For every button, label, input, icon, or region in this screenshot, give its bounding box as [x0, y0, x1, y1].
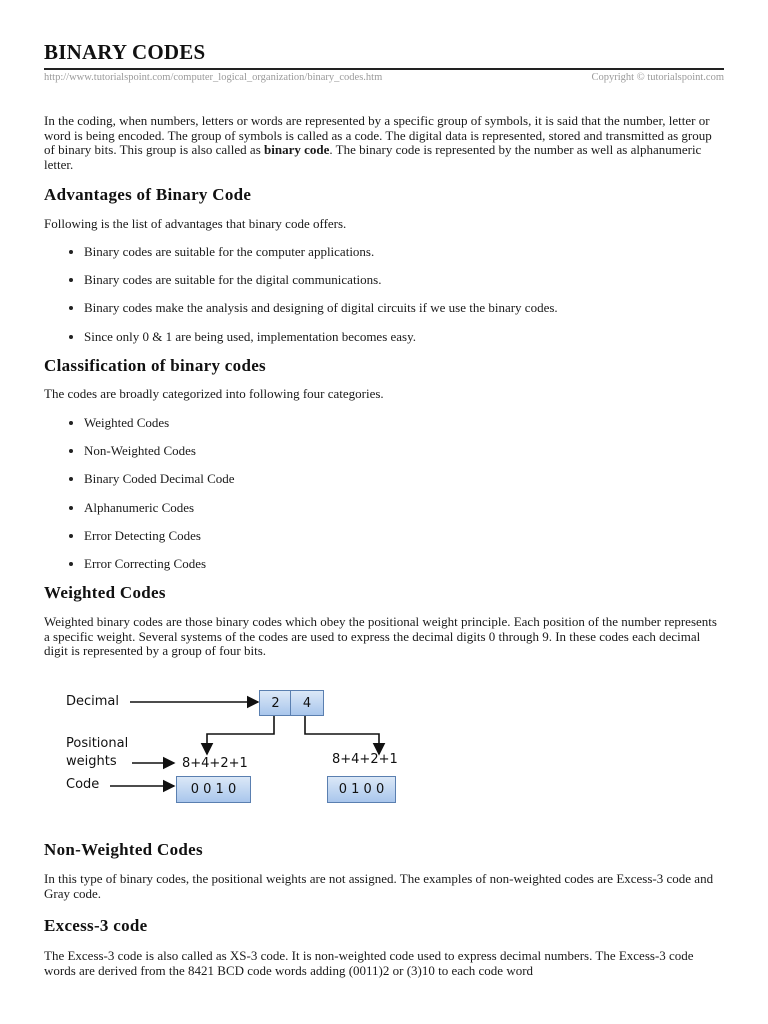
list-item-text: Binary Coded Decimal Code	[84, 471, 235, 487]
digit-1-arrow	[207, 714, 274, 754]
non-weighted-paragraph: In this type of binary codes, the positional weights are not assigned. The examples of non-weighted codes are Excess-3 code and Gray code.	[44, 871, 714, 901]
list-item	[44, 500, 724, 528]
excess3-heading: Excess-3 code	[44, 916, 148, 935]
classification-list	[44, 415, 724, 584]
digit-box-1: 2	[259, 690, 292, 716]
digit-box-2: 4	[290, 690, 324, 716]
list-item	[44, 415, 724, 443]
list-item	[44, 244, 724, 272]
weights-text-2: 8+4+2+1	[332, 752, 398, 767]
intro-text-2: . The binary code is represented by the number as well as alphanumeric letter.	[44, 142, 702, 172]
classification-lead: The codes are broadly categorized into following four categories.	[44, 386, 384, 401]
source-url[interactable]: http://www.tutorialspoint.com/computer_logical_organization/binary_codes.htm	[44, 72, 383, 83]
code-label: Code	[66, 777, 100, 792]
bullet-icon	[69, 278, 73, 282]
list-item-text: Error Detecting Codes	[84, 527, 201, 543]
weighted-code-diagram	[62, 684, 422, 814]
decimal-label: Decimal	[66, 694, 120, 709]
non-weighted-heading: Non-Weighted Codes	[44, 840, 203, 859]
list-item-text: Binary codes are suitable for the computer applications.	[84, 244, 375, 259]
code-box-1: 0 0 1 0	[176, 776, 251, 803]
digit-2-arrow	[305, 714, 379, 754]
copyright-notice: Copyright © tutorialspoint.com	[591, 72, 724, 83]
bullet-icon	[69, 250, 73, 254]
weights-text-1: 8+4+2+1	[182, 756, 248, 771]
advantages-heading: Advantages of Binary Code	[44, 185, 252, 204]
list-item-text: Alphanumeric Codes	[84, 499, 195, 515]
list-item	[44, 528, 724, 556]
list-item	[44, 443, 724, 471]
bullet-icon	[69, 506, 73, 510]
bullet-icon	[69, 449, 73, 453]
list-item	[44, 300, 724, 328]
positional-label: Positional	[66, 736, 129, 751]
list-item-text: Non-Weighted Codes	[84, 443, 196, 459]
list-item-text: Since only 0 & 1 are being used, implementation becomes easy.	[84, 328, 417, 344]
list-item-text: Error Correcting Codes	[84, 555, 207, 571]
source-line	[44, 72, 724, 83]
list-item-text: Binary codes are suitable for the digital communications.	[84, 272, 382, 288]
list-item	[44, 272, 724, 300]
classification-heading: Classification of binary codes	[44, 356, 266, 375]
intro-bold-term: binary code	[264, 142, 330, 157]
weighted-paragraph: Weighted binary codes are those binary codes which obey the positional weight principle. Each position of the number represents a specific weight. Several systems of the codes are used to express the decimal digits 0 through 9. In these codes each decimal digit is represented by a group of four bits.	[44, 614, 717, 658]
weights-label: weights	[66, 754, 117, 769]
excess3-paragraph: The Excess-3 code is also called as XS-3 code. It is non-weighted code used to express decimal numbers. The Excess-3 code words are derived from the 8421 BCD code words adding (0011)2 or (3)10 to each code word	[44, 948, 694, 978]
list-item	[44, 329, 724, 357]
weighted-heading: Weighted Codes	[44, 583, 166, 602]
list-item-text: Weighted Codes	[84, 415, 170, 430]
bullet-icon	[69, 421, 73, 425]
bullet-icon	[69, 335, 73, 339]
advantages-lead: Following is the list of advantages that binary code offers.	[44, 216, 347, 231]
list-item-text: Binary codes make the analysis and designing of digital circuits if we use the binary codes.	[84, 300, 558, 316]
code-box-2: 0 1 0 0	[327, 776, 396, 803]
list-item	[44, 556, 724, 584]
bullet-icon	[69, 562, 73, 566]
bullet-icon	[69, 306, 73, 310]
intro-paragraph	[44, 114, 724, 172]
title-divider	[44, 68, 724, 70]
page-title: BINARY CODES	[44, 40, 206, 64]
bullet-icon	[69, 477, 73, 481]
intro-text-1: In the coding, when numbers, letters or words are represented by a specific group of symbols, it is said that the number, letter or word is being encoded. The group of symbols is called as a code. The digital data is represented, stored and transmitted as group of binary bits. This group is also called as	[44, 113, 712, 157]
bullet-icon	[69, 534, 73, 538]
advantages-list	[44, 244, 724, 357]
list-item	[44, 471, 724, 499]
